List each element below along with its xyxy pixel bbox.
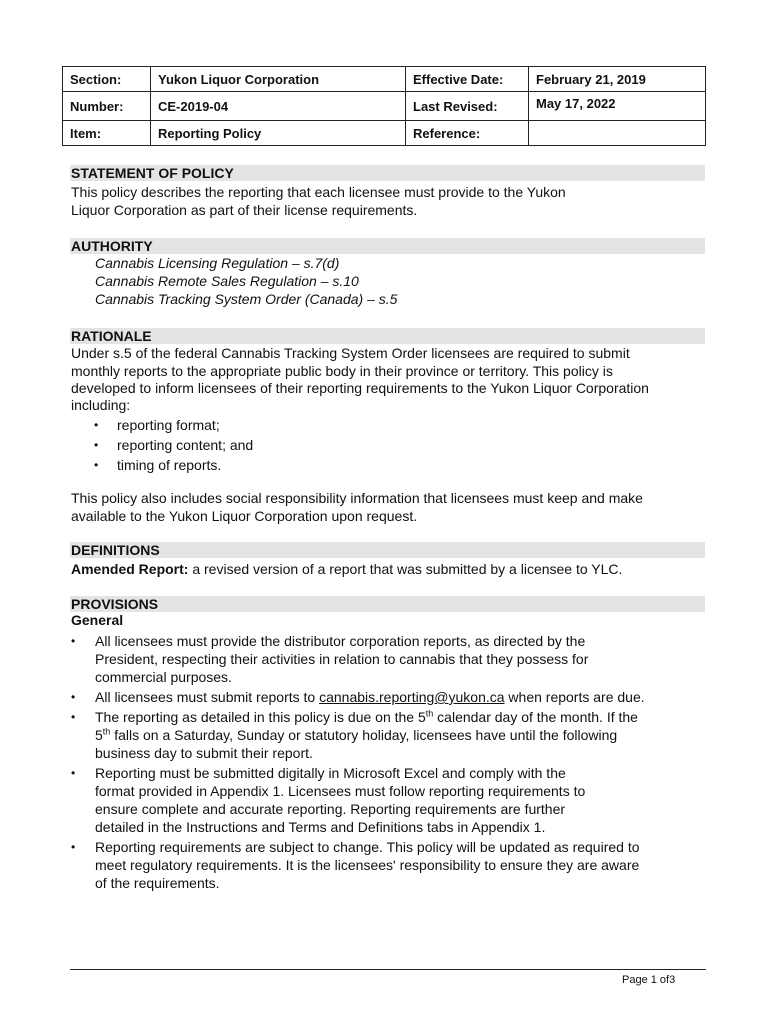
definitions-heading: DEFINITIONS (70, 542, 705, 558)
definition-entry (71, 561, 711, 579)
provision-line: meet regulatory requirements. It is the licensees' responsibility to ensure they are aware (95, 857, 640, 873)
section-value: Yukon Liquor Corporation (151, 67, 406, 92)
rationale-paragraph-line: This policy also includes social responsibility information that licensees must keep and make (71, 490, 643, 506)
policy-header-table (62, 66, 706, 146)
provision-line (95, 727, 617, 745)
provision-text: calendar day of the month. If the (433, 709, 638, 725)
authority-item: Cannabis Tracking System Order (Canada) – s.5 (95, 291, 398, 307)
bullet-icon: • (71, 634, 76, 648)
reporting-email-link[interactable]: cannabis.reporting@yukon.ca (319, 689, 505, 705)
last-revised-label: Last Revised: (406, 92, 529, 121)
page-number: Page 1 of3 (622, 974, 676, 986)
bullet-icon: • (94, 418, 99, 432)
statement-line: This policy describes the reporting that each licensee must provide to the Yukon (71, 184, 566, 200)
bullet-icon: • (71, 840, 76, 854)
definition-term: Amended Report: (71, 561, 189, 577)
rationale-bullet: reporting content; and (117, 437, 254, 453)
provision-line (95, 689, 645, 707)
last-revised-value: May 17, 2022 (529, 92, 706, 121)
bullet-icon: • (71, 710, 76, 724)
rationale-bullet: timing of reports. (117, 457, 222, 473)
rationale-bullet: reporting format; (117, 417, 220, 433)
rationale-line: monthly reports to the appropriate public body in their province or territory. This policy is (71, 363, 613, 379)
provision-line: All licensees must provide the distributor corporation reports, as directed by the (95, 633, 586, 649)
rationale-line: including: (71, 397, 131, 413)
provisions-subheading: General (71, 612, 124, 628)
provision-line: Reporting must be submitted digitally in Microsoft Excel and comply with the (95, 765, 566, 781)
table-row (63, 92, 706, 121)
item-value: Reporting Policy (151, 121, 406, 146)
authority-item: Cannabis Remote Sales Regulation – s.10 (95, 273, 359, 289)
statement-heading: STATEMENT OF POLICY (70, 165, 705, 181)
provision-line: President, respecting their activities in relation to cannabis that they possess for (95, 651, 589, 667)
authority-heading: AUTHORITY (70, 238, 705, 254)
provision-text: 5 (95, 727, 103, 743)
authority-item: Cannabis Licensing Regulation – s.7(d) (95, 255, 340, 271)
reference-label: Reference: (406, 121, 529, 146)
provision-line: detailed in the Instructions and Terms and Definitions tabs in Appendix 1. (95, 819, 546, 835)
bullet-icon: • (94, 438, 99, 452)
rationale-heading: RATIONALE (70, 328, 705, 344)
superscript: th (102, 726, 111, 737)
item-label: Item: (63, 121, 151, 146)
provision-line: of the requirements. (95, 875, 220, 891)
superscript: th (425, 708, 434, 719)
number-label: Number: (63, 92, 151, 121)
definition-text: a revised version of a report that was submitted by a licensee to YLC. (188, 561, 623, 577)
provision-line: ensure complete and accurate reporting. Reporting requirements are further (95, 801, 566, 817)
rationale-line: Under s.5 of the federal Cannabis Tracking System Order licensees are required to submit (71, 345, 630, 361)
rationale-paragraph-line: available to the Yukon Liquor Corporation upon request. (71, 508, 418, 524)
rationale-line: developed to inform licensees of their reporting requirements to the Yukon Liquor Corporation (71, 380, 649, 396)
provision-text: when reports are due. (504, 689, 645, 705)
table-row (63, 121, 706, 146)
effective-date-label: Effective Date: (406, 67, 529, 92)
number-value: CE-2019-04 (151, 92, 406, 121)
provision-text: The reporting as detailed in this policy is due on the 5 (95, 709, 426, 725)
bullet-icon: • (71, 766, 76, 780)
statement-line: Liquor Corporation as part of their license requirements. (71, 202, 418, 218)
effective-date-value: February 21, 2019 (529, 67, 706, 92)
provision-line (95, 709, 638, 727)
provision-line: format provided in Appendix 1. Licensees must follow reporting requirements to (95, 783, 586, 799)
bullet-icon: • (94, 458, 99, 472)
section-label: Section: (63, 67, 151, 92)
provision-line: commercial purposes. (95, 669, 232, 685)
provision-line: business day to submit their report. (95, 745, 313, 761)
reference-value (529, 121, 706, 146)
footer-divider (70, 969, 706, 970)
provision-text: falls on a Saturday, Sunday or statutory holiday, licensees have until the following (110, 727, 618, 743)
provision-text: All licensees must submit reports to (95, 689, 320, 705)
provisions-heading: PROVISIONS (70, 596, 705, 612)
bullet-icon: • (71, 690, 76, 704)
table-row (63, 67, 706, 92)
provision-line: Reporting requirements are subject to change. This policy will be updated as required to (95, 839, 640, 855)
